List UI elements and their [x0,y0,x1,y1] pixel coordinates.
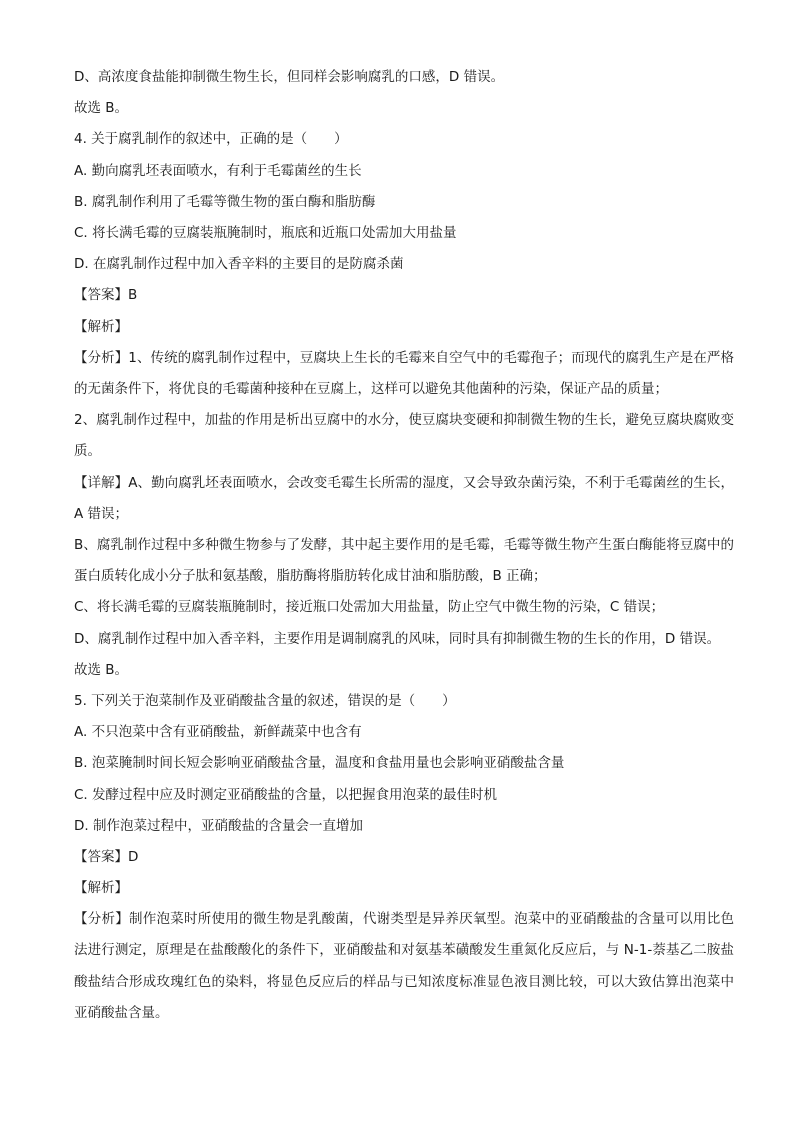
answer-label: 【答案】B [74,287,138,304]
question-4-stem: 4. 关于腐乳制作的叙述中，正确的是（ ） [74,131,348,148]
question-4-option-b: B. 腐乳制作利用了毛霉等微生物的蛋白酶和脂肪酶 [74,193,376,210]
conclusion-line-2: 故选 B。 [74,661,129,678]
text-line [74,249,734,280]
detail-paragraph-b [74,530,734,592]
text-line [74,218,734,249]
text-line [74,748,734,779]
text-line [74,124,734,155]
final-analysis-paragraph [74,904,734,1029]
detail-paragraph-d: D、腐乳制作过程中加入香辛料，主要作用是调制腐乳的风味，同时具有抑制微生物的生长的作用，D 错误。 [74,630,721,647]
text-line [74,62,734,93]
paragraph-text: B、腐乳制作过程中多种微生物参与了发酵，其中起主要作用的是毛霉，毛霉等微生物产生蛋白酶能将豆腐中的蛋白质转化成小分子肽和氨基酸，脂肪酶将脂肪转化成甘油和脂肪酸，B 正确； [74,536,734,585]
detail-paragraph-c: C、将长满毛霉的豆腐装瓶腌制时，接近瓶口处需加大用盐量，防止空气中微生物的污染，C 错误； [74,599,665,616]
analysis-label: 【解析】 [74,318,128,335]
analysis-label-2: 【解析】 [74,880,128,897]
question-5-stem: 5. 下列关于泡菜制作及亚硝酸盐含量的叙述，错误的是（ ） [74,692,456,709]
question-5-option-a: A. 不只泡菜中含有亚硝酸盐，新鲜蔬菜中也含有 [74,724,362,741]
analysis-paragraph-2 [74,405,734,467]
paragraph-text: 【分析】1、传统的腐乳制作过程中，豆腐块上生长的毛霉来自空气中的毛霉孢子；而现代的腐乳生产是在严格的无菌条件下，将优良的毛霉菌种接种在豆腐上，这样可以避免其他菌种的污染，保证产品的质量； [74,349,734,397]
text-line [74,312,734,343]
answer-label-2: 【答案】D [74,848,139,865]
text-line [74,686,734,717]
text-line [74,811,734,842]
analysis-paragraph-1 [74,343,734,405]
text-line [74,873,734,904]
paragraph-text: 【分析】制作泡菜时所使用的微生物是乳酸菌，代谢类型是异养厌氧型。泡菜中的亚硝酸盐的含量可以用比色法进行测定，原理是在盐酸酸化的条件下，亚硝酸盐和对氨基苯磺酸发生重氮化反应后，与 N-1-萘基乙二胺盐酸盐结合形成玫瑰红色的染料，将显色反应后的样品与已知浓度标准显色液目测比较，可以大致估算出泡菜中亚硝酸盐含量。 [74,911,734,1021]
detail-paragraph-a [74,468,734,530]
text-line [74,655,734,686]
question-4-option-d: D. 在腐乳制作过程中加入香辛料的主要目的是防腐杀菌 [74,256,404,273]
question-4-option-c: C. 将长满毛霉的豆腐装瓶腌制时，瓶底和近瓶口处需加大用盐量 [74,225,457,242]
text-line [74,156,734,187]
document-page [74,62,734,1029]
question-5-option-c: C. 发酵过程中应及时测定亚硝酸盐的含量，以把握食用泡菜的最佳时机 [74,786,498,803]
paragraph-text: 2、腐乳制作过程中，加盐的作用是析出豆腐中的水分，使豆腐块变硬和抑制微生物的生长，避免豆腐块腐败变质。 [74,412,734,460]
text-line [74,280,734,311]
text-line [74,592,734,623]
text-line [74,624,734,655]
text-line [74,842,734,873]
option-d-explanation: D、高浓度食盐能抑制微生物生长，但同样会影响腐乳的口感，D 错误。 [74,69,505,86]
question-5-option-b: B. 泡菜腌制时间长短会影响亚硝酸盐含量，温度和食盐用量也会影响亚硝酸盐含量 [74,755,565,772]
text-line [74,93,734,124]
conclusion-line: 故选 B。 [74,100,129,117]
text-line [74,717,734,748]
text-line [74,187,734,218]
text-line [74,779,734,810]
paragraph-text: 【详解】A、勤向腐乳坯表面喷水，会改变毛霉生长所需的湿度，又会导致杂菌污染，不利于毛霉菌丝的生长，A 错误； [74,474,734,522]
question-5-option-d: D. 制作泡菜过程中，亚硝酸盐的含量会一直增加 [74,817,363,834]
question-4-option-a: A. 勤向腐乳坯表面喷水，有利于毛霉菌丝的生长 [74,162,362,179]
